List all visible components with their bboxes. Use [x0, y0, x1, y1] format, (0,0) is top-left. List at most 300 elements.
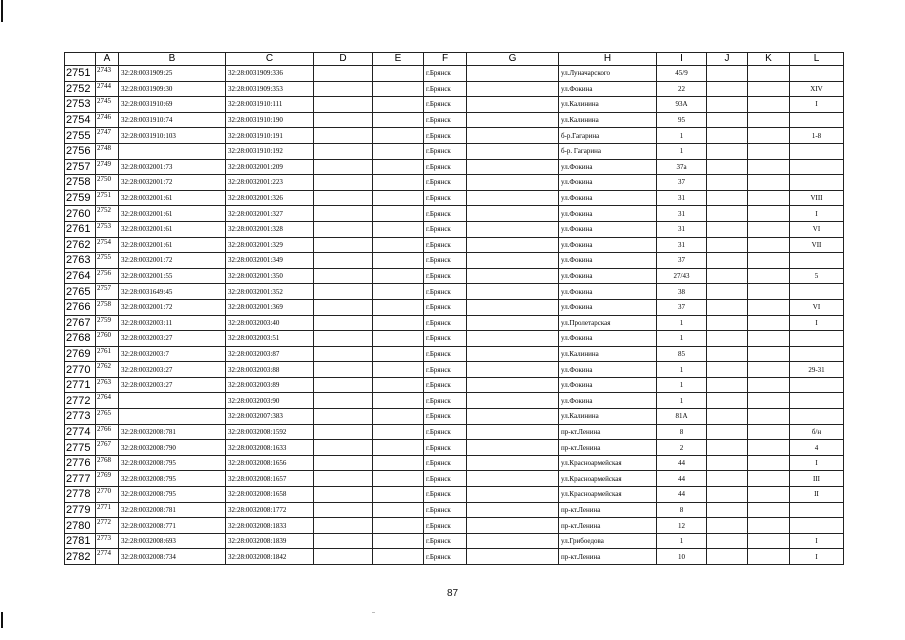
column-header-d[interactable]: D — [314, 53, 373, 66]
cell-i[interactable]: 1 — [657, 377, 707, 393]
cell-c[interactable]: 32:28:0031909:353 — [226, 81, 314, 97]
cell-k[interactable] — [748, 206, 790, 222]
cell-l[interactable]: VII — [790, 237, 844, 253]
cell-g[interactable] — [467, 440, 559, 456]
cell-k[interactable] — [748, 66, 790, 82]
cell-l[interactable]: VIII — [790, 190, 844, 206]
cell-h[interactable]: ул.Красноармейская — [559, 471, 657, 487]
cell-a[interactable]: 2746 — [96, 112, 119, 128]
cell-i[interactable]: 44 — [657, 455, 707, 471]
cell-f[interactable]: г.Брянск — [424, 128, 467, 144]
cell-k[interactable] — [748, 237, 790, 253]
cell-k[interactable] — [748, 331, 790, 347]
cell-e[interactable] — [373, 299, 424, 315]
column-header-h[interactable]: H — [559, 53, 657, 66]
cell-c[interactable]: 32:28:0031910:191 — [226, 128, 314, 144]
cell-b[interactable]: 32:28:0032001:72 — [119, 253, 226, 269]
cell-i[interactable]: 95 — [657, 112, 707, 128]
cell-i[interactable]: 93А — [657, 97, 707, 113]
cell-d[interactable] — [314, 533, 373, 549]
cell-b[interactable]: 32:28:0031910:69 — [119, 97, 226, 113]
cell-e[interactable] — [373, 518, 424, 534]
cell-c[interactable]: 32:28:0032001:209 — [226, 159, 314, 175]
cell-l[interactable] — [790, 331, 844, 347]
cell-b[interactable]: 32:28:0032008:795 — [119, 487, 226, 503]
cell-l[interactable] — [790, 143, 844, 159]
cell-d[interactable] — [314, 66, 373, 82]
cell-c[interactable]: 32:28:0032003:51 — [226, 331, 314, 347]
cell-e[interactable] — [373, 471, 424, 487]
cell-c[interactable]: 32:28:0032001:328 — [226, 221, 314, 237]
cell-b[interactable]: 32:28:0032008:771 — [119, 518, 226, 534]
cell-a[interactable]: 2755 — [96, 253, 119, 269]
cell-h[interactable]: ул.Грибоедова — [559, 533, 657, 549]
cell-d[interactable] — [314, 143, 373, 159]
cell-e[interactable] — [373, 206, 424, 222]
column-header-a[interactable]: A — [96, 53, 119, 66]
cell-e[interactable] — [373, 315, 424, 331]
cell-f[interactable]: г.Брянск — [424, 221, 467, 237]
cell-d[interactable] — [314, 377, 373, 393]
cell-f[interactable]: г.Брянск — [424, 253, 467, 269]
row-number[interactable]: 2780 — [65, 518, 96, 534]
cell-b[interactable] — [119, 143, 226, 159]
cell-d[interactable] — [314, 331, 373, 347]
column-header-g[interactable]: G — [467, 53, 559, 66]
cell-b[interactable]: 32:28:0032008:795 — [119, 455, 226, 471]
cell-b[interactable]: 32:28:0031910:74 — [119, 112, 226, 128]
cell-f[interactable]: г.Брянск — [424, 393, 467, 409]
cell-c[interactable]: 32:28:0032003:90 — [226, 393, 314, 409]
cell-g[interactable] — [467, 377, 559, 393]
cell-c[interactable]: 32:28:0032008:1772 — [226, 502, 314, 518]
cell-f[interactable]: г.Брянск — [424, 315, 467, 331]
cell-k[interactable] — [748, 409, 790, 425]
cell-k[interactable] — [748, 393, 790, 409]
cell-c[interactable]: 32:28:0032001:369 — [226, 299, 314, 315]
cell-a[interactable]: 2754 — [96, 237, 119, 253]
cell-j[interactable] — [707, 346, 748, 362]
row-number[interactable]: 2759 — [65, 190, 96, 206]
cell-j[interactable] — [707, 518, 748, 534]
cell-d[interactable] — [314, 175, 373, 191]
cell-a[interactable]: 2774 — [96, 549, 119, 565]
cell-g[interactable] — [467, 393, 559, 409]
column-header-i[interactable]: I — [657, 53, 707, 66]
cell-g[interactable] — [467, 268, 559, 284]
cell-g[interactable] — [467, 206, 559, 222]
row-number[interactable]: 2765 — [65, 284, 96, 300]
cell-j[interactable] — [707, 128, 748, 144]
cell-h[interactable]: ул.Луначарского — [559, 66, 657, 82]
cell-i[interactable]: 31 — [657, 237, 707, 253]
cell-e[interactable] — [373, 331, 424, 347]
cell-f[interactable]: г.Брянск — [424, 362, 467, 378]
row-number[interactable]: 2781 — [65, 533, 96, 549]
cell-i[interactable]: 31 — [657, 190, 707, 206]
row-number[interactable]: 2775 — [65, 440, 96, 456]
cell-f[interactable]: г.Брянск — [424, 424, 467, 440]
cell-j[interactable] — [707, 66, 748, 82]
cell-j[interactable] — [707, 440, 748, 456]
cell-h[interactable]: ул.Фокина — [559, 253, 657, 269]
cell-c[interactable]: 32:28:0032001:327 — [226, 206, 314, 222]
cell-f[interactable]: г.Брянск — [424, 237, 467, 253]
cell-b[interactable]: 32:28:0032003:27 — [119, 331, 226, 347]
cell-h[interactable]: пр-кт.Ленина — [559, 440, 657, 456]
cell-d[interactable] — [314, 549, 373, 565]
cell-e[interactable] — [373, 237, 424, 253]
cell-l[interactable]: I — [790, 533, 844, 549]
column-header-e[interactable]: E — [373, 53, 424, 66]
cell-i[interactable]: 37 — [657, 299, 707, 315]
row-number[interactable]: 2773 — [65, 409, 96, 425]
cell-i[interactable]: 10 — [657, 549, 707, 565]
cell-h[interactable]: ул.Фокина — [559, 268, 657, 284]
cell-i[interactable]: 1 — [657, 362, 707, 378]
cell-a[interactable]: 2770 — [96, 487, 119, 503]
cell-j[interactable] — [707, 377, 748, 393]
cell-a[interactable]: 2772 — [96, 518, 119, 534]
cell-d[interactable] — [314, 440, 373, 456]
cell-k[interactable] — [748, 455, 790, 471]
cell-h[interactable]: ул.Фокина — [559, 331, 657, 347]
cell-i[interactable]: 37а — [657, 159, 707, 175]
cell-j[interactable] — [707, 533, 748, 549]
cell-b[interactable]: 32:28:0032001:55 — [119, 268, 226, 284]
cell-l[interactable]: б/н — [790, 424, 844, 440]
cell-g[interactable] — [467, 409, 559, 425]
cell-h[interactable]: пр-кт.Ленина — [559, 502, 657, 518]
cell-j[interactable] — [707, 81, 748, 97]
cell-j[interactable] — [707, 471, 748, 487]
cell-j[interactable] — [707, 284, 748, 300]
cell-e[interactable] — [373, 221, 424, 237]
row-number[interactable]: 2770 — [65, 362, 96, 378]
cell-e[interactable] — [373, 549, 424, 565]
cell-k[interactable] — [748, 315, 790, 331]
cell-d[interactable] — [314, 471, 373, 487]
cell-i[interactable]: 37 — [657, 253, 707, 269]
cell-b[interactable]: 32:28:0032001:61 — [119, 221, 226, 237]
cell-l[interactable]: 4 — [790, 440, 844, 456]
cell-c[interactable]: 32:28:0032008:1839 — [226, 533, 314, 549]
cell-b[interactable]: 32:28:0032001:61 — [119, 237, 226, 253]
cell-d[interactable] — [314, 284, 373, 300]
cell-c[interactable]: 32:28:0032001:350 — [226, 268, 314, 284]
cell-j[interactable] — [707, 315, 748, 331]
cell-f[interactable]: г.Брянск — [424, 143, 467, 159]
cell-b[interactable]: 32:28:0032003:7 — [119, 346, 226, 362]
cell-c[interactable]: 32:28:0032001:326 — [226, 190, 314, 206]
cell-g[interactable] — [467, 331, 559, 347]
cell-a[interactable]: 2760 — [96, 331, 119, 347]
row-number[interactable]: 2758 — [65, 175, 96, 191]
row-number[interactable]: 2772 — [65, 393, 96, 409]
cell-l[interactable]: I — [790, 97, 844, 113]
cell-i[interactable]: 85 — [657, 346, 707, 362]
cell-f[interactable]: г.Брянск — [424, 346, 467, 362]
cell-a[interactable]: 2761 — [96, 346, 119, 362]
cell-e[interactable] — [373, 409, 424, 425]
column-header-k[interactable]: K — [748, 53, 790, 66]
row-number[interactable]: 2764 — [65, 268, 96, 284]
cell-h[interactable]: б-р. Гагарина — [559, 143, 657, 159]
cell-g[interactable] — [467, 362, 559, 378]
cell-k[interactable] — [748, 440, 790, 456]
cell-b[interactable]: 32:28:0031649:45 — [119, 284, 226, 300]
row-number[interactable]: 2771 — [65, 377, 96, 393]
cell-h[interactable]: ул.Фокина — [559, 284, 657, 300]
cell-i[interactable]: 38 — [657, 284, 707, 300]
cell-b[interactable]: 32:28:0032008:781 — [119, 424, 226, 440]
cell-d[interactable] — [314, 206, 373, 222]
cell-a[interactable]: 2750 — [96, 175, 119, 191]
cell-f[interactable]: г.Брянск — [424, 159, 467, 175]
cell-l[interactable] — [790, 409, 844, 425]
cell-e[interactable] — [373, 284, 424, 300]
cell-k[interactable] — [748, 97, 790, 113]
cell-h[interactable]: ул.Фокина — [559, 175, 657, 191]
row-number[interactable]: 2760 — [65, 206, 96, 222]
cell-l[interactable]: I — [790, 206, 844, 222]
row-number[interactable]: 2762 — [65, 237, 96, 253]
cell-f[interactable]: г.Брянск — [424, 190, 467, 206]
row-number[interactable]: 2752 — [65, 81, 96, 97]
cell-j[interactable] — [707, 393, 748, 409]
cell-b[interactable]: 32:28:0032008:790 — [119, 440, 226, 456]
cell-f[interactable]: г.Брянск — [424, 97, 467, 113]
cell-e[interactable] — [373, 268, 424, 284]
cell-j[interactable] — [707, 112, 748, 128]
cell-b[interactable]: 32:28:0031910:103 — [119, 128, 226, 144]
column-header-c[interactable]: C — [226, 53, 314, 66]
cell-j[interactable] — [707, 268, 748, 284]
cell-h[interactable]: ул.Красноармейская — [559, 455, 657, 471]
cell-a[interactable]: 2771 — [96, 502, 119, 518]
cell-h[interactable]: ул.Фокина — [559, 362, 657, 378]
row-number[interactable]: 2782 — [65, 549, 96, 565]
cell-c[interactable]: 32:28:0032001:329 — [226, 237, 314, 253]
cell-j[interactable] — [707, 190, 748, 206]
cell-f[interactable]: г.Брянск — [424, 284, 467, 300]
row-number[interactable]: 2766 — [65, 299, 96, 315]
cell-d[interactable] — [314, 346, 373, 362]
cell-b[interactable]: 32:28:0032001:61 — [119, 190, 226, 206]
cell-c[interactable]: 32:28:0032001:223 — [226, 175, 314, 191]
cell-d[interactable] — [314, 237, 373, 253]
cell-a[interactable]: 2769 — [96, 471, 119, 487]
cell-j[interactable] — [707, 455, 748, 471]
cell-f[interactable]: г.Брянск — [424, 66, 467, 82]
cell-a[interactable]: 2751 — [96, 190, 119, 206]
cell-j[interactable] — [707, 487, 748, 503]
cell-e[interactable] — [373, 175, 424, 191]
cell-k[interactable] — [748, 299, 790, 315]
cell-h[interactable]: б-р.Гагарина — [559, 128, 657, 144]
cell-i[interactable]: 27/43 — [657, 268, 707, 284]
cell-g[interactable] — [467, 81, 559, 97]
cell-d[interactable] — [314, 299, 373, 315]
cell-c[interactable]: 32:28:0032003:89 — [226, 377, 314, 393]
cell-a[interactable]: 2762 — [96, 362, 119, 378]
cell-d[interactable] — [314, 112, 373, 128]
cell-b[interactable]: 32:28:0032001:61 — [119, 206, 226, 222]
cell-g[interactable] — [467, 237, 559, 253]
cell-i[interactable]: 22 — [657, 81, 707, 97]
cell-g[interactable] — [467, 471, 559, 487]
row-number[interactable]: 2751 — [65, 66, 96, 82]
cell-k[interactable] — [748, 346, 790, 362]
cell-c[interactable]: 32:28:0032008:1592 — [226, 424, 314, 440]
cell-k[interactable] — [748, 377, 790, 393]
cell-j[interactable] — [707, 424, 748, 440]
cell-g[interactable] — [467, 221, 559, 237]
cell-i[interactable]: 1 — [657, 331, 707, 347]
cell-c[interactable]: 32:28:0032008:1633 — [226, 440, 314, 456]
cell-h[interactable]: пр-кт.Ленина — [559, 518, 657, 534]
cell-k[interactable] — [748, 284, 790, 300]
cell-h[interactable]: ул.Калинина — [559, 346, 657, 362]
cell-b[interactable]: 32:28:0032008:795 — [119, 471, 226, 487]
cell-e[interactable] — [373, 159, 424, 175]
cell-b[interactable]: 32:28:0032008:734 — [119, 549, 226, 565]
cell-g[interactable] — [467, 128, 559, 144]
cell-g[interactable] — [467, 487, 559, 503]
cell-i[interactable]: 1 — [657, 533, 707, 549]
cell-a[interactable]: 2752 — [96, 206, 119, 222]
cell-j[interactable] — [707, 549, 748, 565]
cell-k[interactable] — [748, 502, 790, 518]
cell-k[interactable] — [748, 471, 790, 487]
cell-i[interactable]: 8 — [657, 502, 707, 518]
cell-d[interactable] — [314, 128, 373, 144]
cell-i[interactable]: 1 — [657, 315, 707, 331]
cell-i[interactable]: 31 — [657, 221, 707, 237]
cell-a[interactable]: 2759 — [96, 315, 119, 331]
cell-g[interactable] — [467, 424, 559, 440]
cell-c[interactable]: 32:28:0032003:88 — [226, 362, 314, 378]
cell-c[interactable]: 32:28:0032003:87 — [226, 346, 314, 362]
cell-b[interactable]: 32:28:0032008:781 — [119, 502, 226, 518]
cell-a[interactable]: 2747 — [96, 128, 119, 144]
cell-k[interactable] — [748, 81, 790, 97]
cell-e[interactable] — [373, 128, 424, 144]
cell-l[interactable] — [790, 159, 844, 175]
row-number[interactable]: 2768 — [65, 331, 96, 347]
cell-j[interactable] — [707, 175, 748, 191]
cell-b[interactable]: 32:28:0032001:73 — [119, 159, 226, 175]
cell-e[interactable] — [373, 502, 424, 518]
cell-d[interactable] — [314, 393, 373, 409]
cell-g[interactable] — [467, 253, 559, 269]
cell-d[interactable] — [314, 424, 373, 440]
cell-k[interactable] — [748, 112, 790, 128]
cell-j[interactable] — [707, 97, 748, 113]
row-number[interactable]: 2767 — [65, 315, 96, 331]
cell-c[interactable]: 32:28:0032008:1842 — [226, 549, 314, 565]
cell-a[interactable]: 2753 — [96, 221, 119, 237]
cell-i[interactable]: 81А — [657, 409, 707, 425]
cell-l[interactable] — [790, 346, 844, 362]
cell-e[interactable] — [373, 533, 424, 549]
cell-e[interactable] — [373, 424, 424, 440]
cell-g[interactable] — [467, 66, 559, 82]
cell-e[interactable] — [373, 393, 424, 409]
row-number[interactable]: 2776 — [65, 455, 96, 471]
cell-f[interactable]: г.Брянск — [424, 455, 467, 471]
cell-c[interactable]: 32:28:0032001:352 — [226, 284, 314, 300]
cell-k[interactable] — [748, 487, 790, 503]
cell-b[interactable]: 32:28:0032003:27 — [119, 377, 226, 393]
cell-g[interactable] — [467, 159, 559, 175]
cell-c[interactable]: 32:28:0032008:1657 — [226, 471, 314, 487]
cell-d[interactable] — [314, 253, 373, 269]
cell-l[interactable]: XIV — [790, 81, 844, 97]
cell-l[interactable]: 1-8 — [790, 128, 844, 144]
cell-g[interactable] — [467, 518, 559, 534]
cell-k[interactable] — [748, 159, 790, 175]
cell-c[interactable]: 32:28:0031909:336 — [226, 66, 314, 82]
cell-f[interactable]: г.Брянск — [424, 299, 467, 315]
cell-a[interactable]: 2743 — [96, 66, 119, 82]
cell-j[interactable] — [707, 299, 748, 315]
cell-f[interactable]: г.Брянск — [424, 377, 467, 393]
cell-e[interactable] — [373, 362, 424, 378]
cell-e[interactable] — [373, 112, 424, 128]
cell-f[interactable]: г.Брянск — [424, 518, 467, 534]
cell-i[interactable]: 8 — [657, 424, 707, 440]
cell-g[interactable] — [467, 549, 559, 565]
cell-l[interactable] — [790, 66, 844, 82]
cell-c[interactable]: 32:28:0032003:40 — [226, 315, 314, 331]
cell-k[interactable] — [748, 424, 790, 440]
cell-a[interactable]: 2749 — [96, 159, 119, 175]
cell-g[interactable] — [467, 315, 559, 331]
cell-d[interactable] — [314, 502, 373, 518]
cell-h[interactable]: ул.Фокина — [559, 393, 657, 409]
cell-k[interactable] — [748, 143, 790, 159]
cell-c[interactable]: 32:28:0032007:383 — [226, 409, 314, 425]
column-header-l[interactable]: L — [790, 53, 844, 66]
cell-d[interactable] — [314, 159, 373, 175]
cell-f[interactable]: г.Брянск — [424, 206, 467, 222]
cell-i[interactable]: 44 — [657, 487, 707, 503]
cell-l[interactable] — [790, 175, 844, 191]
cell-l[interactable] — [790, 284, 844, 300]
cell-a[interactable]: 2767 — [96, 440, 119, 456]
cell-l[interactable]: VI — [790, 221, 844, 237]
cell-j[interactable] — [707, 502, 748, 518]
cell-k[interactable] — [748, 190, 790, 206]
cell-d[interactable] — [314, 81, 373, 97]
cell-b[interactable]: 32:28:0032001:72 — [119, 299, 226, 315]
cell-l[interactable]: VI — [790, 299, 844, 315]
cell-e[interactable] — [373, 66, 424, 82]
cell-h[interactable]: пр-кт.Ленина — [559, 424, 657, 440]
cell-a[interactable]: 2764 — [96, 393, 119, 409]
row-number[interactable]: 2778 — [65, 487, 96, 503]
row-number[interactable]: 2769 — [65, 346, 96, 362]
cell-e[interactable] — [373, 81, 424, 97]
cell-a[interactable]: 2763 — [96, 377, 119, 393]
cell-k[interactable] — [748, 128, 790, 144]
row-number[interactable]: 2753 — [65, 97, 96, 113]
cell-l[interactable] — [790, 253, 844, 269]
cell-e[interactable] — [373, 97, 424, 113]
cell-j[interactable] — [707, 159, 748, 175]
cell-g[interactable] — [467, 533, 559, 549]
